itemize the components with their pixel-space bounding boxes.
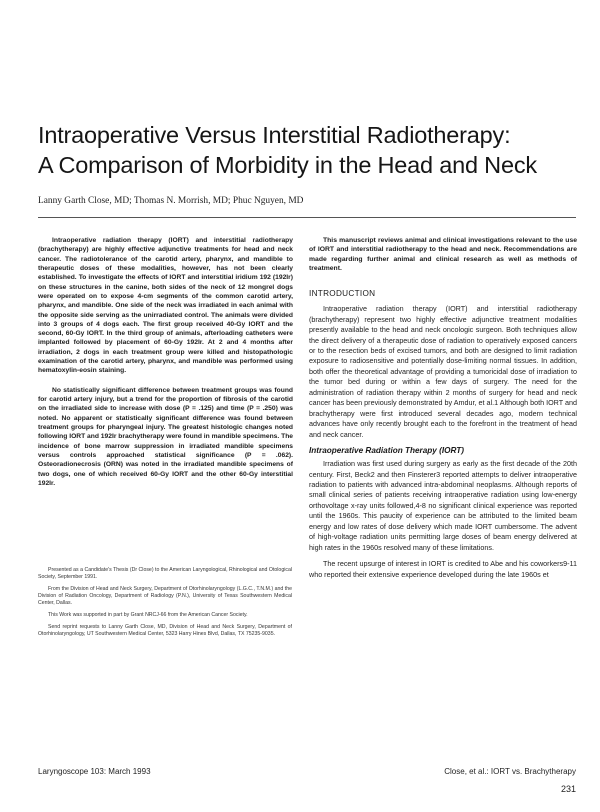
manuscript-summary: This manuscript reviews animal and clinical investigations relevant to the use of IORT and interstitial radiotherapy to the head and neck. Recommendations are made regarding further animal and clinical research as well as methods of treatment. <box>309 237 577 272</box>
body-column <box>309 236 577 586</box>
section-heading-introduction: INTRODUCTION <box>309 289 376 299</box>
abstract-paragraph: No statistically significant difference between treatment groups was found for carotid artery injury, but a trend for the proportion of fibrosis of the carotid on the irradiated side to increase with dose (P = .125) and time (P = .250) was noted. No apparent or statistically significant difference was found between treatment groups for pharyngeal injury. The greatest histologic changes noted following IORT and 192Ir brachytherapy were found in mandible specimens. The incidence of bone marrow suppression in irradiated mandible specimens versus controls approached statistical significance (P = .062). Osteoradionecrosis (ORN) was noted in the irradiated mandible specimens of two dogs, one of which received 60-Gy IORT and the other 60-Gy interstitial 192Ir. <box>38 386 293 487</box>
abstract-column <box>38 236 293 497</box>
article-title-line-2: A Comparison of Morbidity in the Head and Neck <box>38 152 537 178</box>
footnote-funding: This Work was supported in part by Grant NRCJ-66 from the American Cancer Society. <box>48 612 248 618</box>
author-list: Lanny Garth Close, MD; Thomas N. Morrish, MD; Phuc Nguyen, MD <box>38 196 304 206</box>
article-title-line-1: Intraoperative Versus Interstitial Radiotherapy: <box>38 122 511 148</box>
abstract-paragraph: Intraoperative radiation therapy (IORT) and interstitial radiotherapy (brachytherapy) are highly effective adjunctive treatments for head and neck cancer. The radiotolerance of the carotid artery, pharynx, and mandible to therapeutic doses of these modalities, however, has not been clearly established. To investigate the effects of IORT and interstitial iridium 192 (192Ir) on these structures in the canine, both sides of the neck of 12 mongrel dogs were operated on to expose 4-cm segments of the common carotid artery, pharynx, and mandible. One side of the neck was irradiated in each animal with the opposite side serving as the unirradiated control. The animals were divided into 3 groups of 4 dogs each. The first group received 40-Gy IORT and the second, 60-Gy IORT. In the third group of animals, afterloading catheters were implanted followed by placement of 60-Gy 192Ir. At 2 and 4 months after irradiation, 2 dogs in each treatment group were killed and histopathologic examination of the carotid artery, pharynx, and mandible was performed using hematoxylin-eosin staining. <box>38 237 293 375</box>
title-divider <box>38 217 576 218</box>
footnote-reprints: Send reprint requests to Lanny Garth Close, MD, Division of Head and Neck Surgery, Department of Otorhinolaryngology, UT Southwestern Medical Center, 5323 Harry Hines Blvd, Dallas, TX 75235-9035. <box>38 624 292 637</box>
body-paragraph: Intraoperative radiation therapy (IORT) and interstitial radiotherapy (brachytherapy) represent two highly effective adjunctive treatment modalities presently available to the head and neck oncologic surgeon. Both techniques allow the direct delivery of a therapeutic dose of radiation to operatively exposed cancers or to the resection beds of excised tumors, and both are designed to limit radiation exposure to radiosensitive and potentially dose-limiting normal tissues. In addition, both offer the theoretical advantage of providing a tumoricidal dose of irradiation to the tumor bed during or within a few days of surgery. The need for the administration of radiation therapy within 2 months of surgery for head and neck cancer has been previously demonstrated by Amdur, et al.1 Although both IORT and brachytherapy were first introduced several decades ago, modern technical advances have only recently brought each to the forefront in the treatment of head and neck cancer. <box>309 304 577 439</box>
footnote-affiliation: From the Division of Head and Neck Surgery, Department of Otorhinolaryngology (L.G.C., T.N.M.) and the Division of Radiation Oncology, Department of Radiology (P.N.), University of Texas Southwestern Medical Center, Dallas. <box>38 586 292 606</box>
running-title: Close, et al.: IORT vs. Brachytherapy <box>444 767 576 776</box>
article-title <box>38 120 578 180</box>
footnote-presented: Presented as a Candidate's Thesis (Dr Close) to the American Laryngological, Rhinological and Otological Society, September 1991. <box>38 567 292 580</box>
body-paragraph: The recent upsurge of interest in IORT is credited to Abe and his coworkers9-11 who reported their extensive experience developed during the late 1960s et <box>309 559 577 579</box>
footnotes <box>38 567 292 643</box>
subsection-heading-iort: Intraoperative Radiation Therapy (IORT) <box>309 446 464 456</box>
body-paragraph: Irradiation was first used during surgery as early as the first decade of the 20th century. First, Beck2 and then Finsterer3 reported attempts to deliver intraoperative radiation to patients with advanced intra-abdominal neoplasms. Although reports of small clinical series of patients receiving intraoperative radiation using low-energy orthovoltage x-ray units followed,4-8 no significant clinical experience was reported until the 1960s. This paucity of experience can be attributed to the limited beam energy and low rates of dose delivery which made IORT cumbersome. The advent of high-voltage radiation units permitting large doses of beam energy delivered at high rates in the 1960s resolved many of these limitations. <box>309 459 577 552</box>
page-number: 231 <box>560 784 576 794</box>
journal-citation: Laryngoscope 103: March 1993 <box>38 767 151 776</box>
